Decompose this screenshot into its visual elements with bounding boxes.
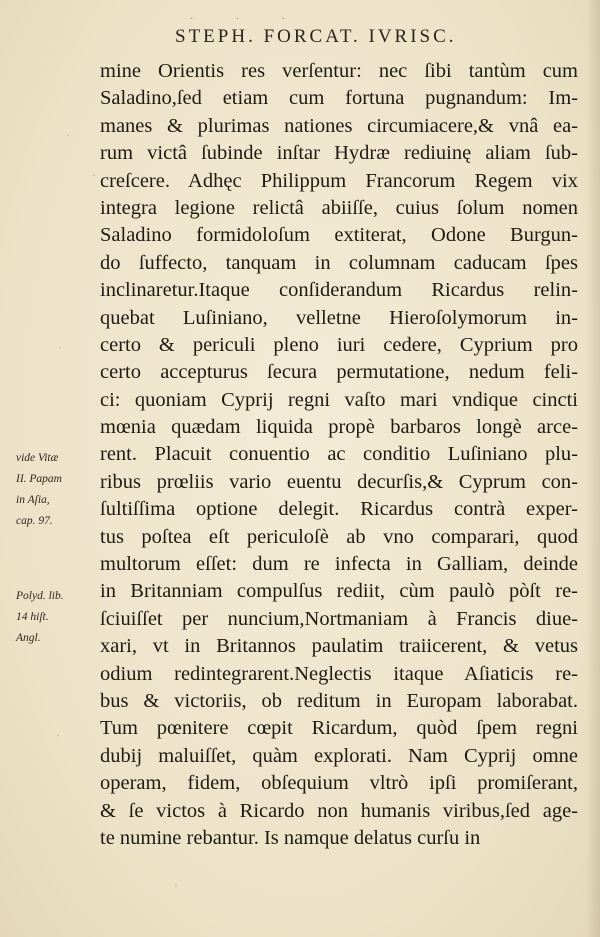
text-line: manes & plurimas nationes circumiacere,& vnâ ea- xyxy=(100,114,578,137)
ink-speck: · xyxy=(174,878,178,892)
text-line: Saladino formidoloſum extiterat, Odone Burgun- xyxy=(100,224,578,247)
text-line: bus & victoriis, ob reditum in Europam laborabat. xyxy=(100,689,578,712)
text-line: certo & periculi pleno iuri cedere, Cyprium pro xyxy=(100,333,578,356)
text-line: quebat Luſiniano, velletne Hieroſolymorum in- xyxy=(100,306,578,329)
text-line: mine Orientis res verſentur: nec ſibi tantùm cum xyxy=(100,60,578,82)
body-text xyxy=(100,58,578,852)
ink-speck: · xyxy=(66,128,70,142)
margin-note-line: Polyd. lib. xyxy=(16,590,64,602)
text-line: operam, fidem, obſequium vltrò ipſi promiſerant, xyxy=(100,772,578,795)
margin-note-line: 14 hiſt. xyxy=(16,611,49,623)
text-line: dubij maluiſſet, quàm explorati. Nam Cyprij omne xyxy=(100,744,578,767)
margin-note-vita xyxy=(16,448,100,532)
text-line: multorum eſſet: dum re infecta in Galliam, deinde xyxy=(100,553,578,576)
text-line: integra legione relictâ abiiſſe, cuius ſolum nomen xyxy=(100,196,578,219)
text-line: in Britanniam compulſus rediit, cùm paulò pòſt re- xyxy=(100,580,578,603)
ink-speck: · xyxy=(92,168,96,182)
text-line: ribus prœliis vario euentu decurſis,& Cyprum con- xyxy=(100,470,578,493)
text-line: ſultiſſima optione delegit. Ricardus contrà exper- xyxy=(100,498,578,521)
text-line: certo accepturus ſecura permutatione, nedum feli- xyxy=(100,361,578,384)
text-line: rum victâ ſubinde inſtar Hydræ rediuinę aliam ſub- xyxy=(100,142,578,165)
margin-note-line: cap. 97. xyxy=(16,515,53,527)
text-line: do ſuffecto, tanquam in columnam caducam ſpes xyxy=(100,251,578,274)
margin-note-polydore xyxy=(16,586,100,649)
text-line: te numine rebantur. Is namque delatus curſu in xyxy=(100,826,481,849)
text-line: tus poſtea eſt periculoſè ab vno comparari, quod xyxy=(100,525,578,548)
text-line: ſciuiſſet per nuncium,Nortmaniam à Francis diue- xyxy=(100,607,578,630)
page-printer-mark: · · · xyxy=(190,14,305,25)
text-line: inclinaretur.Itaque conſiderandum Ricardus relin- xyxy=(100,279,578,302)
margin-note-line: II. Papam xyxy=(16,473,62,485)
text-line: ci: quoniam Cyprij regni vaſto mari vndique cincti xyxy=(100,388,578,411)
text-line: odium redintegrarent.Neglectis itaque Aſiaticis re- xyxy=(100,662,578,685)
margin-note-line: vide Vitæ xyxy=(16,452,59,464)
page-fold-shadow xyxy=(586,0,600,937)
text-line: Tum pœnitere cœpit Ricardum, quòd ſpem regni xyxy=(100,717,578,740)
margin-note-line: Angl. xyxy=(16,632,41,644)
text-line: & ſe victos à Ricardo non humanis viribus,ſed age- xyxy=(100,799,578,822)
running-head: STEPH. FORCAT. IVRISC. xyxy=(175,26,457,47)
text-line: Saladino,ſed etiam cum fortuna pugnandum: Im- xyxy=(100,87,578,110)
ink-speck: · xyxy=(58,340,62,354)
margin-note-line: in Aſia, xyxy=(16,494,50,506)
text-line: rent. Placuit conuentio ac conditio Luſiniano plu- xyxy=(100,443,578,466)
text-line: xari, vt in Britannos paulatim traiicerent, & vetus xyxy=(100,635,578,658)
text-line: creſcere. Adhęc Philippum Francorum Regem vix xyxy=(100,169,578,192)
text-line: mœnia quædam liquida propè barbaros longè arce- xyxy=(100,416,578,439)
ink-speck: · xyxy=(56,728,60,742)
